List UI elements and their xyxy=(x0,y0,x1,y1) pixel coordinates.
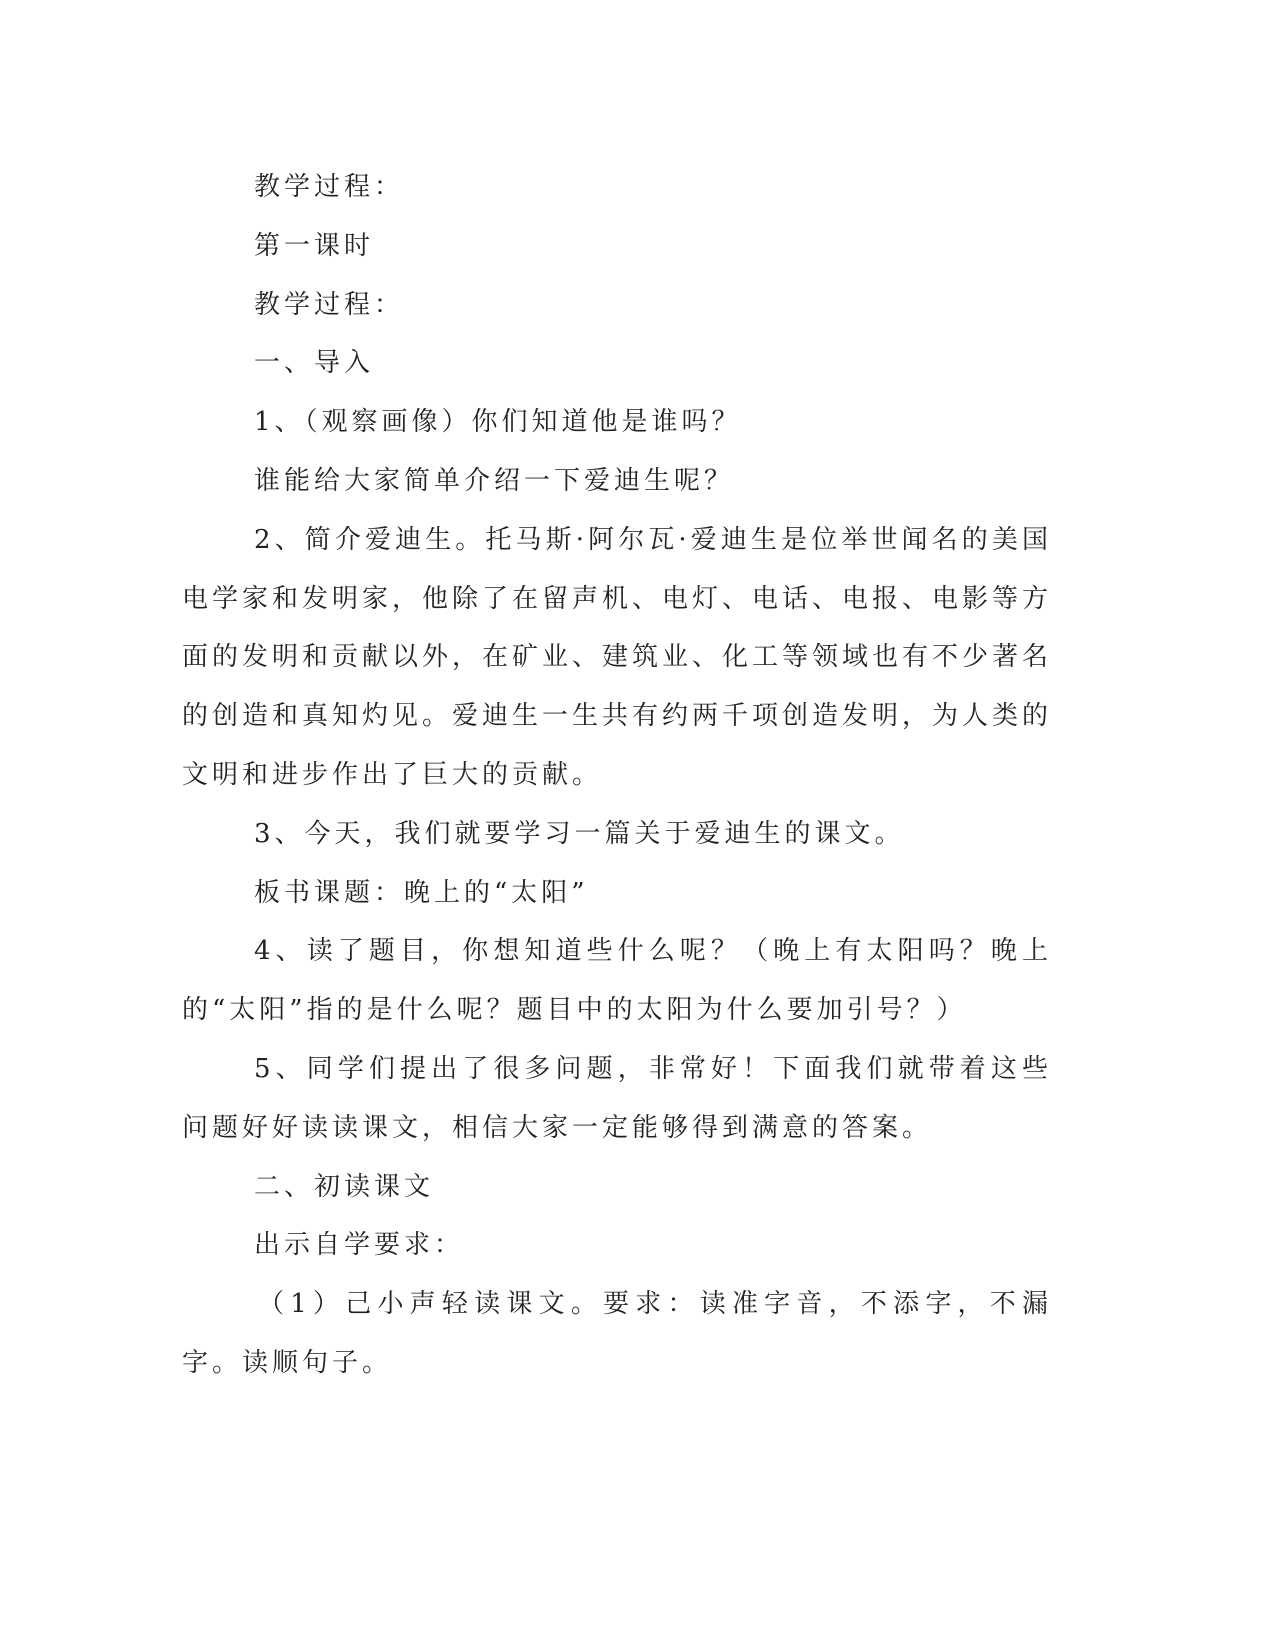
paragraph-first-lesson: 第一课时 xyxy=(254,230,375,261)
paragraph-teaching-process: 教学过程： xyxy=(254,172,405,202)
paragraph-step-1: 1、（观察画像）你们知道他是谁吗？ xyxy=(254,407,742,438)
paragraph-introduce-edison: 谁能给大家简单介绍一下爱迪生呢？ xyxy=(254,465,735,496)
paragraph-step-2: 2、简介爱迪生。托马斯·阿尔瓦·爱迪生是位举世闻名的美国电学家和发明家，他除了在留声机、电灯、电话、电报、电影等方面的发明和贡献以外，在矿业、建筑业、化工等领域也有不少著名的创造和真知灼见。爱迪生一生共有约两千项创造发明，为人类的文明和进步作出了巨大的贡献。 xyxy=(182,524,1053,790)
paragraph-board-title: 板书课题：晚上的“太阳” xyxy=(254,877,589,908)
section-heading-introduction: 一、导入 xyxy=(254,348,375,379)
paragraph-self-study-requirements: 出示自学要求： xyxy=(254,1230,465,1261)
paragraph-step-3: 3、今天，我们就要学习一篇关于爱迪生的课文。 xyxy=(254,818,905,849)
paragraph-step-4: 4、读了题目，你想知道些什么呢？（晚上有太阳吗？晚上的“太阳”指的是什么呢？题目中的太阳为什么要加引号？） xyxy=(182,936,1052,1026)
paragraph-teaching-process-2: 教学过程： xyxy=(254,289,405,320)
paragraph-step-5: 5、同学们提出了很多问题，非常好！下面我们就带着这些问题好好读读课文，相信大家一定能够得到满意的答案。 xyxy=(182,1053,1052,1143)
document-body xyxy=(182,158,1052,1393)
section-heading-first-reading: 二、初读课文 xyxy=(254,1171,435,1202)
paragraph-requirement-1: （1）己小声轻读课文。要求：读准字音，不添字，不漏字。读顺句子。 xyxy=(182,1289,1052,1378)
